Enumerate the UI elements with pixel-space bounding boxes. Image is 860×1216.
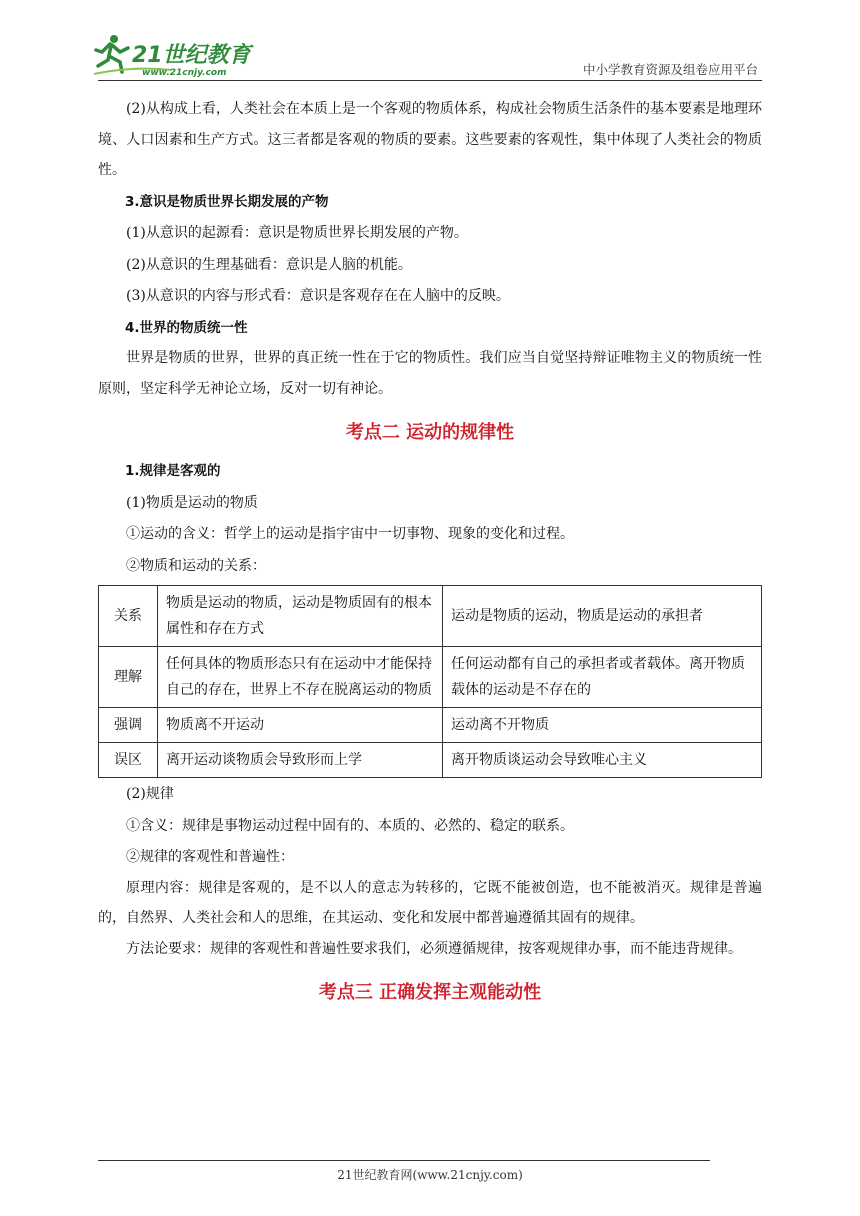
table-cell: 物质是运动的物质，运动是物质固有的根本属性和存在方式: [158, 586, 443, 647]
section3-item: (2)从意识的生理基础看：意识是人脑的机能。: [126, 256, 412, 273]
page-header: [0, 0, 860, 82]
kaodian3-heading: 考点三 正确发挥主观能动性: [318, 982, 542, 1003]
table-cell: 理解: [99, 647, 158, 708]
table-row: [99, 647, 762, 708]
table-cell: 强调: [99, 708, 158, 743]
table-cell: 任何具体的物质形态只有在运动中才能保持自己的存在，世界上不存在脱离运动的物质: [158, 647, 443, 708]
law-property-title: ②规律的客观性和普遍性：: [126, 849, 294, 865]
table-cell: 离开运动谈物质会导致形而上学: [158, 743, 443, 778]
kaodian2-sub1: 1.规律是客观的: [125, 463, 221, 479]
law-principle: 原理内容：规律是客观的，是不以人的意志为转移的，它既不能被创造，也不能被消灭。规律是普遍的，自然界、人类社会和人的思维，在其运动、变化和发展中都普遍遵循其固有的规律。: [98, 879, 762, 926]
svg-text:www.21cnjy.com: www.21cnjy.com: [142, 68, 227, 78]
kaodian2-sub1-1: (1)物质是运动的物质: [126, 494, 258, 511]
table-cell: 关系: [99, 586, 158, 647]
table-row: [99, 708, 762, 743]
header-divider: [98, 80, 762, 81]
law-definition: ①含义：规律是事物运动过程中固有的、本质的、必然的、稳定的联系。: [126, 817, 574, 834]
section3-item: (1)从意识的起源看：意识是物质世界长期发展的产物。: [126, 225, 468, 241]
site-logo[interactable]: [92, 30, 262, 78]
table-row: [99, 586, 762, 647]
table-cell: 任何运动都有自己的承担者或者载体。离开物质载体的运动是不存在的: [443, 647, 762, 708]
relation-title: ②物质和运动的关系：: [126, 557, 266, 574]
kaodian2-heading: 考点二 运动的规律性: [345, 422, 515, 443]
table-cell: 离开物质谈运动会导致唯心主义: [443, 743, 762, 778]
page-footer[interactable]: 21世纪教育网(www.21cnjy.com): [337, 1168, 523, 1182]
law-subtitle: (2)规律: [126, 786, 174, 802]
section3-item: (3)从意识的内容与形式看：意识是客观存在在人脑中的反映。: [126, 288, 510, 304]
section4-text: 世界是物质的世界，世界的真正统一性在于它的物质性。我们应当自觉坚持辩证唯物主义的物质统一性原则，坚定科学无神论立场，反对一切有神论。: [98, 350, 762, 397]
table-cell: 运动离不开物质: [443, 708, 762, 743]
runner-logo-icon: [92, 30, 262, 78]
platform-title: 中小学教育资源及组卷应用平台: [582, 62, 758, 77]
section3-title: 3.意识是物质世界长期发展的产物: [125, 193, 329, 210]
matter-motion-table: [98, 585, 762, 778]
svg-text:21世纪教育: 21世纪教育: [132, 43, 251, 68]
section4-title: 4.世界的物质统一性: [125, 319, 248, 336]
table-row: [99, 743, 762, 778]
law-method: 方法论要求：规律的客观性和普遍性要求我们，必须遵循规律，按客观规律办事，而不能违背规律。: [126, 940, 742, 957]
table-cell: 误区: [99, 743, 158, 778]
document-body: [98, 94, 762, 1016]
footer-divider: [98, 1160, 710, 1161]
table-cell: 物质离不开运动: [158, 708, 443, 743]
motion-definition: ①运动的含义：哲学上的运动是指宇宙中一切事物、现象的变化和过程。: [126, 526, 574, 542]
paragraph-society-material: (2)从构成上看，人类社会在本质上是一个客观的物质体系，构成社会物质生活条件的基本要素是地理环境、人口因素和生产方式。这三者都是客观的物质的要素。这些要素的客观性，集中体现了人类社会的物质性。: [98, 101, 762, 178]
table-cell: 运动是物质的运动，物质是运动的承担者: [443, 586, 762, 647]
